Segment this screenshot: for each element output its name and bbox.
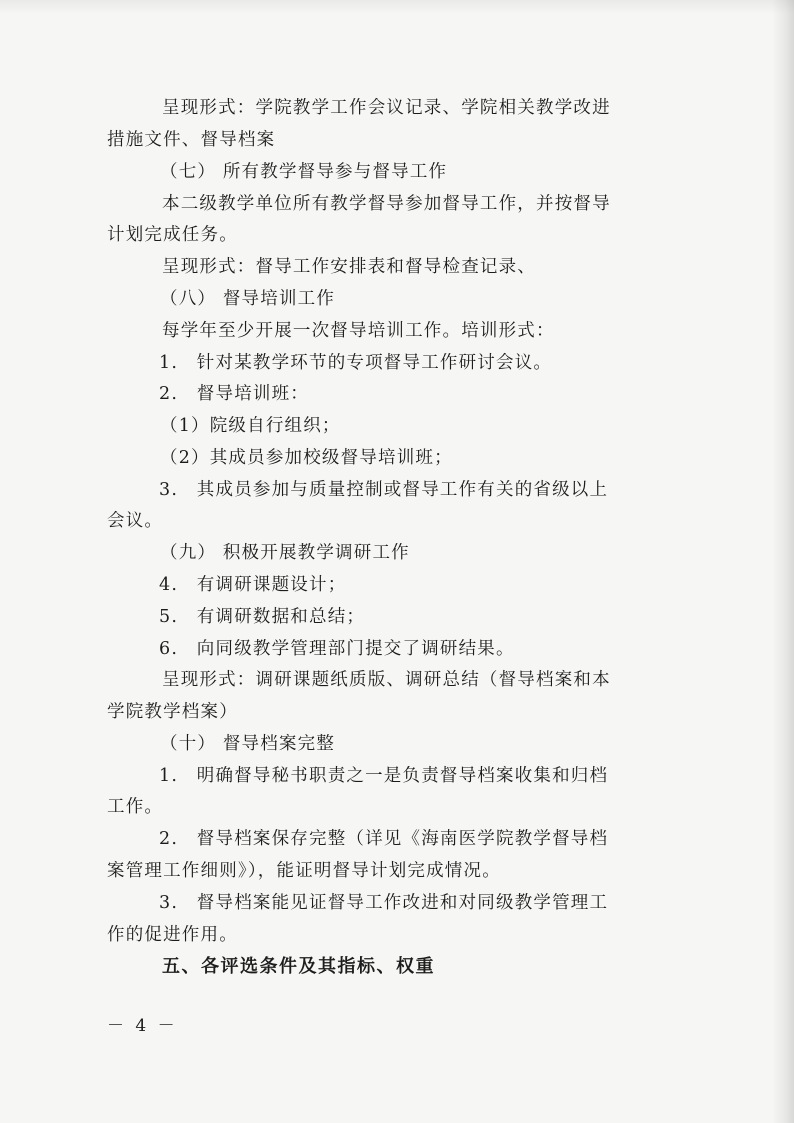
text-line: 每学年至少开展一次督导培训工作。培训形式： [162, 321, 555, 341]
subsection-heading: （九） 积极开展教学调研工作 [160, 543, 410, 563]
text-line: 计划完成任务。 [107, 225, 238, 245]
list-item: 6. 向同级教学管理部门提交了调研结果。 [159, 639, 515, 659]
text-line: 会议。 [107, 511, 164, 531]
page-number: － 4 － [107, 1016, 178, 1036]
text-line: 呈现形式：学院教学工作会议记录、学院相关教学改进 [162, 98, 611, 118]
list-item: 2. 督导培训班： [159, 384, 309, 404]
section-heading: 五、各评选条件及其指标、权重 [162, 956, 435, 977]
text-line: 呈现形式：调研课题纸质版、调研总结（督导档案和本 [162, 670, 611, 690]
list-item: （1）院级自行组织； [160, 416, 341, 436]
text-line: 措施文件、督导档案 [107, 130, 276, 150]
text-line: 呈现形式：督导工作安排表和督导检查记录、 [162, 257, 536, 277]
list-item: 5. 有调研数据和总结； [159, 607, 366, 627]
text-line: 作的促进作用。 [107, 925, 238, 945]
page-top-shadow [0, 0, 794, 14]
list-item: 4. 有调研课题设计； [159, 575, 347, 595]
list-item: 3. 督导档案能见证督导工作改进和对同级教学管理工 [159, 893, 609, 913]
list-item: （2）其成员参加校级督导培训班； [160, 448, 453, 468]
text-line: 学院教学档案） [107, 702, 238, 722]
subsection-heading: （七） 所有教学督导参与督导工作 [160, 162, 448, 182]
page-edge-shadow [772, 0, 794, 1123]
list-item: 1. 明确督导秘书职责之一是负责督导档案收集和归档 [159, 766, 609, 786]
text-line: 本二级教学单位所有教学督导参加督导工作，并按督导 [162, 194, 611, 214]
subsection-heading: （十） 督导档案完整 [160, 734, 336, 754]
list-item: 2. 督导档案保存完整（详见《海南医学院教学督导档 [159, 829, 609, 849]
text-line: 工作。 [107, 797, 164, 817]
subsection-heading: （八） 督导培训工作 [160, 289, 336, 309]
list-item: 1. 针对某教学环节的专项督导工作研讨会议。 [159, 353, 553, 373]
text-line: 案管理工作细则》），能证明督导计划完成情况。 [107, 861, 501, 881]
list-item: 3. 其成员参加与质量控制或督导工作有关的省级以上 [159, 480, 609, 500]
